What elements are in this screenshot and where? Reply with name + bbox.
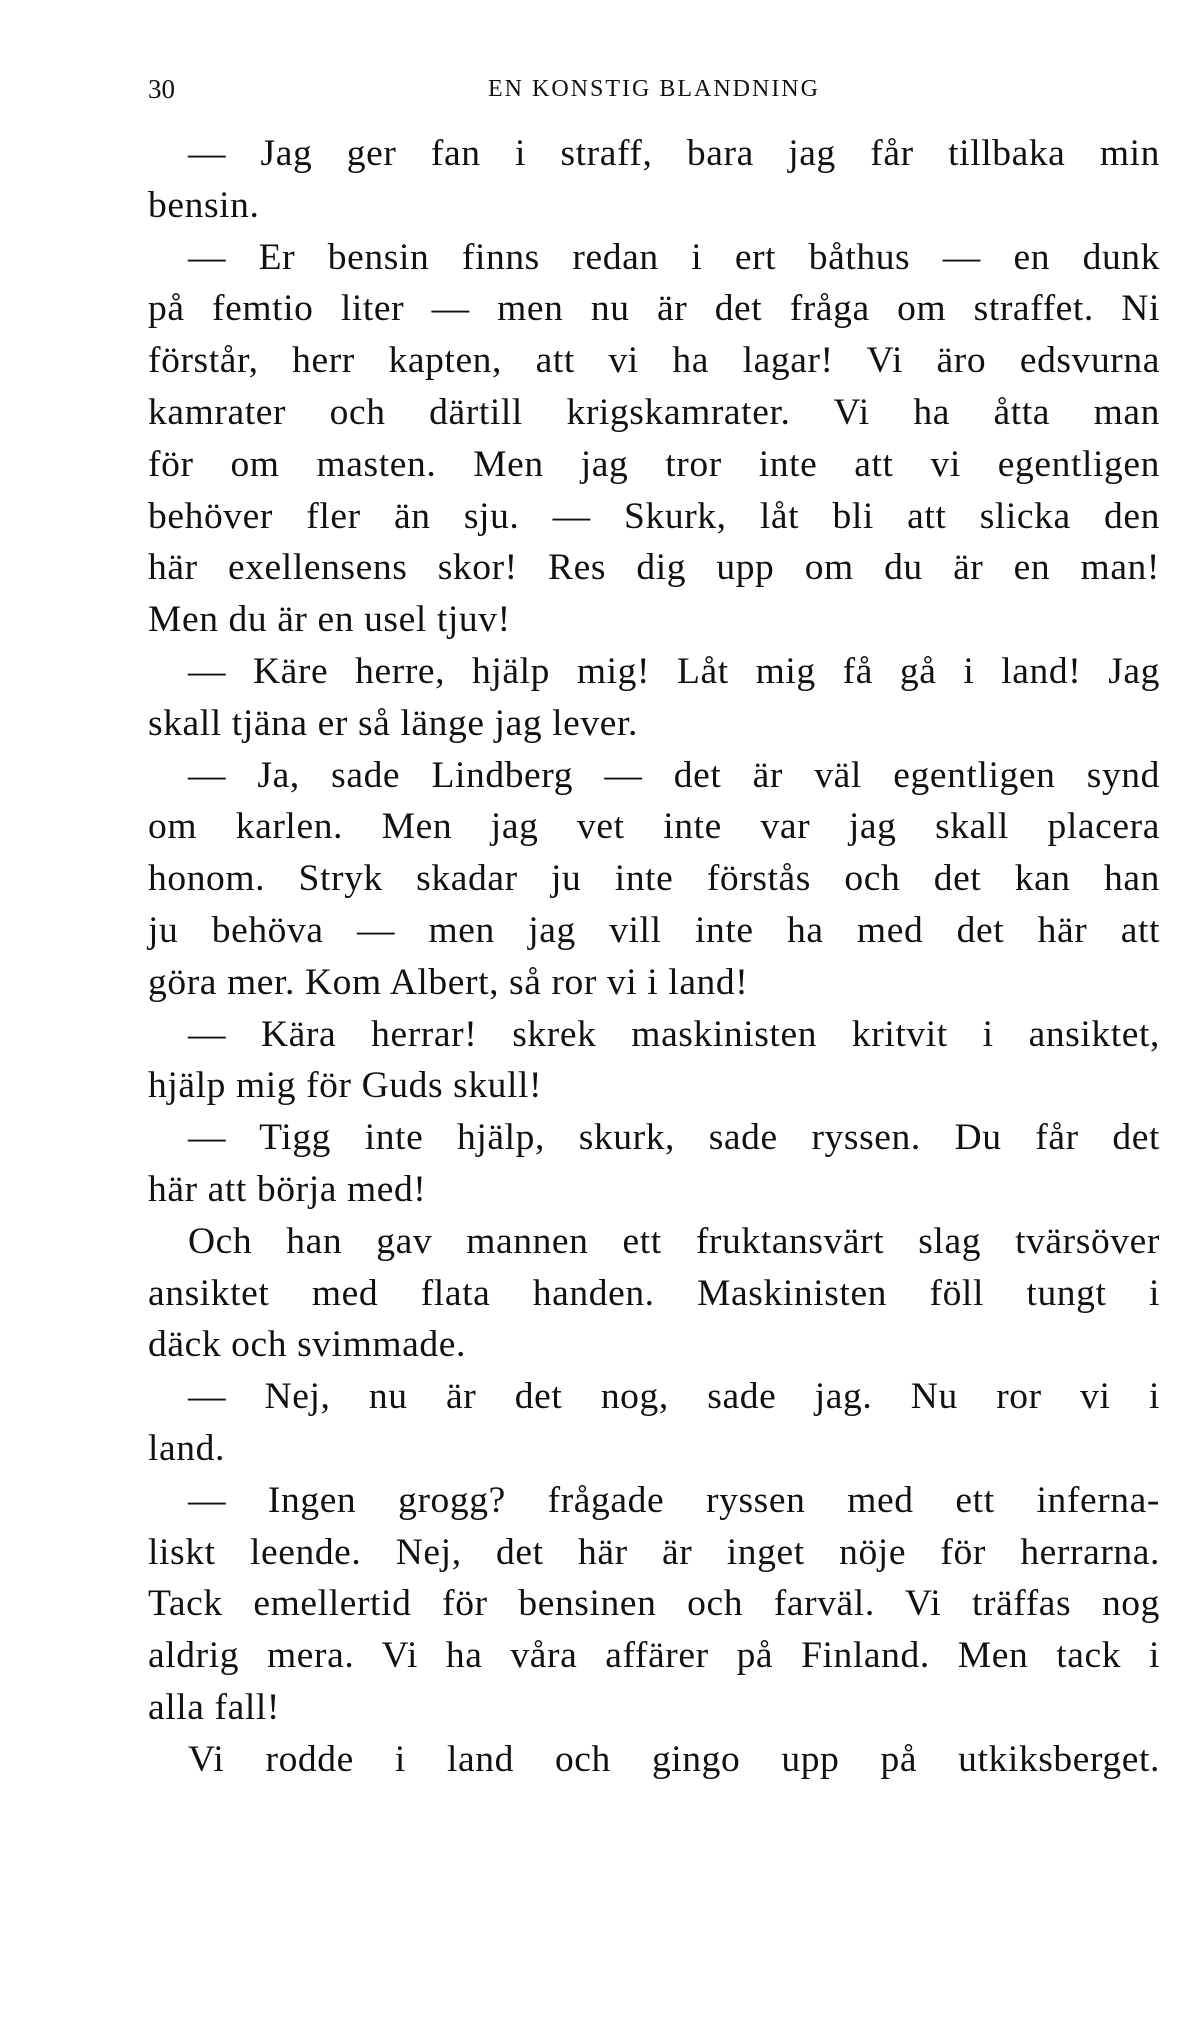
text-line: — Tigg inte hjälp, skurk, sade ryssen. Du får det: [188, 1117, 1160, 1159]
body-text: [148, 128, 1160, 1786]
text-line: för om masten. Men jag tror inte att vi egentligen: [148, 443, 1160, 485]
text-line: — Ja, sade Lindberg — det är väl egentligen synd: [188, 754, 1160, 796]
text-line: däck och svimmade.: [148, 1324, 466, 1366]
text-line: här exellensens skor! Res dig upp om du är en man!: [148, 547, 1160, 589]
running-title: EN KONSTIG BLANDNING: [488, 76, 820, 102]
text-line: om karlen. Men jag vet inte var jag skall placera: [148, 806, 1160, 848]
text-line: — Nej, nu är det nog, sade jag. Nu ror vi i: [188, 1376, 1160, 1418]
text-line: här att börja med!: [148, 1168, 427, 1210]
text-line: alla fall!: [148, 1686, 280, 1728]
text-line: — Käre herre, hjälp mig! Låt mig få gå i land! Jag: [188, 650, 1160, 692]
text-line: Vi rodde i land och gingo upp på utkiksberget.: [188, 1738, 1160, 1780]
text-line: liskt leende. Nej, det här är inget nöje för herrarna.: [148, 1531, 1160, 1573]
text-line: ju behöva — men jag vill inte ha med det här att: [148, 909, 1160, 951]
text-line: Och han gav mannen ett fruktansvärt slag tvärsöver: [188, 1220, 1160, 1262]
text-line: förstår, herr kapten, att vi ha lagar! Vi äro edsvurna: [148, 340, 1160, 382]
text-line: aldrig mera. Vi ha våra affärer på Finland. Men tack i: [148, 1635, 1160, 1677]
text-line: Men du är en usel tjuv!: [148, 599, 511, 641]
text-line: bensin.: [148, 184, 260, 226]
text-line: behöver fler än sju. — Skurk, låt bli att slicka den: [148, 495, 1160, 537]
text-line: land.: [148, 1427, 225, 1469]
text-line: — Ingen grogg? frågade ryssen med ett inferna-: [188, 1479, 1160, 1521]
text-line: Tack emellertid för bensinen och farväl. Vi träffas nog: [148, 1583, 1160, 1625]
text-line: kamrater och därtill krigskamrater. Vi ha åtta man: [148, 391, 1160, 433]
text-line: på femtio liter — men nu är det fråga om straffet. Ni: [148, 288, 1160, 330]
text-line: göra mer. Kom Albert, så ror vi i land!: [148, 961, 749, 1003]
page-number: 30: [148, 74, 175, 104]
text-line: honom. Stryk skadar ju inte förstås och det kan han: [148, 858, 1160, 900]
text-line: hjälp mig för Guds skull!: [148, 1065, 543, 1107]
text-line: ansiktet med flata handen. Maskinisten föll tungt i: [148, 1272, 1160, 1314]
running-head: [148, 74, 1160, 114]
text-line: skall tjäna er så länge jag lever.: [148, 702, 638, 744]
text-line: — Jag ger fan i straff, bara jag får tillbaka min: [188, 133, 1160, 174]
text-line: — Kära herrar! skrek maskinisten kritvit i ansiktet,: [188, 1013, 1160, 1055]
text-line: — Er bensin finns redan i ert båthus — en dunk: [188, 236, 1160, 278]
